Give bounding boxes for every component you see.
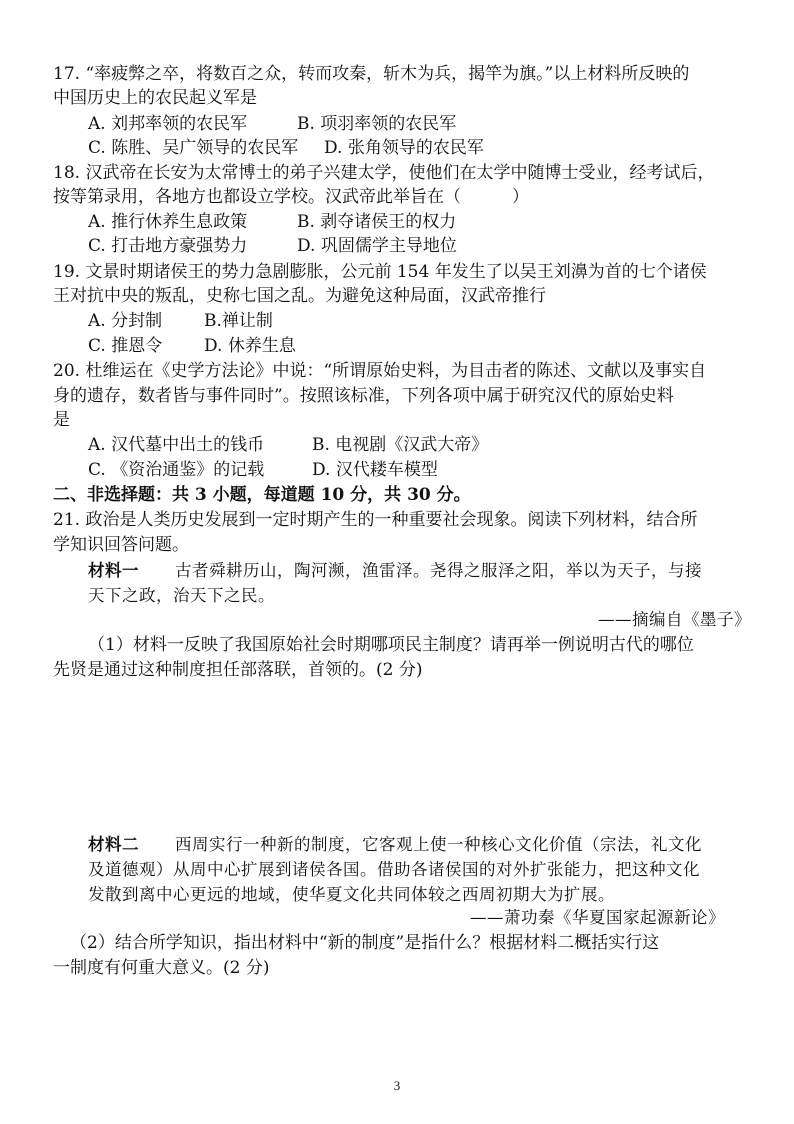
- q17-stem-line1: 17. “率疲弊之卒，将数百之众，转而攻秦，斩木为兵，揭竿为旗。”以上材料所反映的: [53, 64, 690, 84]
- q19-option-c: C. 推恩令: [88, 336, 163, 356]
- q20-option-d: D. 汉代耧车模型: [312, 460, 438, 480]
- material-2-line2: 及道德观）从周中心扩展到诸侯各国。借助各诸侯国的对外扩张能力，把这种文化: [88, 860, 700, 879]
- q20-option-c: C. 《资治通鉴》的记载: [88, 460, 265, 480]
- q19-stem-line1: 19. 文景时期诸侯王的势力急剧膨胀，公元前 154 年发生了以吴王刘濞为首的七个诸侯: [53, 262, 707, 282]
- q20-stem-line3: 是: [53, 410, 70, 430]
- material-2-source: ——萧功秦《华夏国家起源新论》: [470, 908, 725, 927]
- material-2-line1: 西周实行一种新的制度，它客观上使一种核心文化价值（宗法，礼文化: [175, 835, 702, 854]
- q20-option-b: B. 电视剧《汉武大帝》: [312, 435, 489, 455]
- q21-part2-line1: （2）结合所学知识，指出材料中“新的制度”是指什么？根据材料二概括实行这: [70, 933, 660, 953]
- q18-option-c: C. 打击地方豪强势力: [88, 236, 248, 256]
- q17-option-b: B. 项羽率领的农民军: [297, 114, 457, 134]
- q20-stem-line1: 20. 杜维运在《史学方法论》中说：“所谓原始史料，为目击者的陈述、文献以及事实自: [53, 361, 707, 381]
- material-1-line2: 天下之政，治天下之民。: [88, 586, 275, 605]
- q17-option-a: A. 刘邦率领的农民军: [88, 114, 248, 134]
- q18-stem-line2: 按等第录用，各地方也都设立学校。汉武帝此举旨在（ ）: [53, 187, 529, 207]
- q19-option-b: B.禅让制: [204, 311, 273, 331]
- q20-option-a: A. 汉代墓中出土的钱币: [88, 435, 265, 455]
- page-number: 3: [393, 1078, 401, 1093]
- material-1-line1: 古者舜耕历山，陶河濒，渔雷泽。尧得之服泽之阳，举以为天子，与接: [175, 561, 702, 580]
- q19-option-d: D. 休养生息: [204, 336, 296, 356]
- material-1-source: ——摘编自《墨子》: [598, 610, 751, 629]
- q19-option-a: A. 分封制: [88, 311, 163, 331]
- q19-stem-line2: 王对抗中央的叛乱，史称七国之乱。为避免这种局面，汉武帝推行: [53, 286, 546, 306]
- q18-option-a: A. 推行休养生息政策: [88, 212, 248, 232]
- q21-part1-line1: （1）材料一反映了我国原始社会时期哪项民主制度？请再举一例说明古代的哪位: [88, 635, 694, 655]
- q18-stem-line1: 18. 汉武帝在长安为太常博士的弟子兴建太学，使他们在太学中随博士受业，经考试后，: [53, 163, 715, 183]
- q20-stem-line2: 身的遗存，数者皆与事件同时”。按照该标准，下列各项中属于研究汉代的原始史料: [53, 386, 674, 406]
- q18-option-b: B. 剥夺诸侯王的权力: [297, 212, 457, 232]
- q18-option-d: D. 巩固儒学主导地位: [297, 236, 457, 256]
- q17-option-c: C. 陈胜、吴广领导的农民军: [88, 138, 299, 158]
- q17-stem-line2: 中国历史上的农民起义军是: [53, 88, 257, 108]
- q17-option-d: D. 张角领导的农民军: [324, 138, 484, 158]
- material-2-line3: 发散到离中心更远的地域，使华夏文化共同体较之西周初期大为扩展。: [88, 885, 615, 904]
- q21-stem-line2: 学知识回答问题。: [53, 535, 189, 555]
- q21-stem-line1: 21. 政治是人类历史发展到一定时期产生的一种重要社会现象。阅读下列材料，结合所: [53, 510, 698, 530]
- section-2-heading: 二、非选择题：共 3 小题，每道题 10 分，共 30 分。: [53, 485, 471, 505]
- material-1-label: 材料一: [88, 561, 139, 580]
- q21-part1-line2: 先贤是通过这种制度担任部落联，首领的。(2 分): [53, 660, 423, 680]
- q21-part2-line2: 一制度有何重大意义。(2 分): [53, 958, 270, 978]
- material-2-label: 材料二: [88, 835, 139, 854]
